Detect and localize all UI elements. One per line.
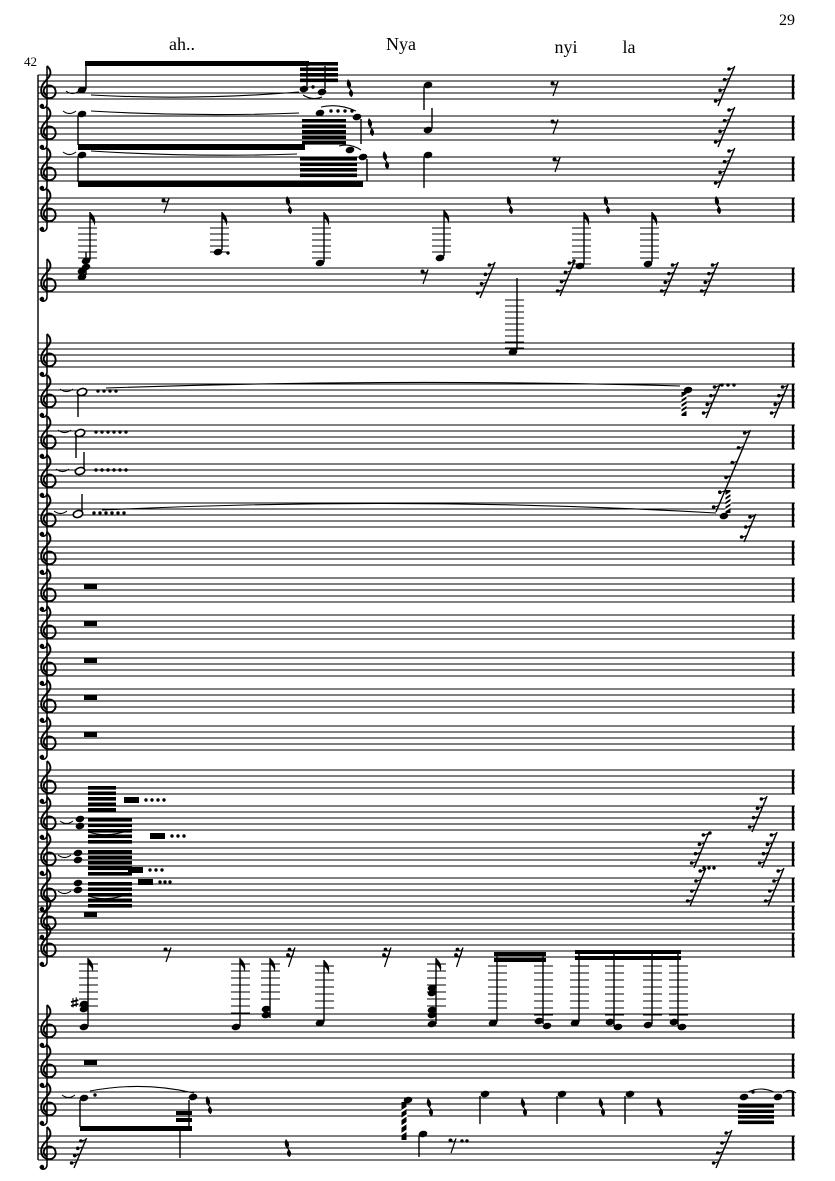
augmentation-dot xyxy=(732,383,735,386)
rest-hook-dot xyxy=(748,825,752,829)
sharp-accidental xyxy=(71,1004,78,1006)
treble-clef-icon xyxy=(40,66,56,108)
slur xyxy=(62,1095,75,1098)
tremolo-beam-block xyxy=(300,79,338,83)
slur xyxy=(58,891,71,894)
treble-clef-icon xyxy=(40,1127,56,1169)
augmentation-dot xyxy=(124,468,127,471)
rest-block xyxy=(138,879,153,885)
rest-hook-dot xyxy=(716,1151,720,1155)
rest-hook-dot xyxy=(752,816,756,820)
measure-number: 42 xyxy=(24,54,37,69)
quarter-rest xyxy=(599,1098,605,1116)
treble-clef-icon xyxy=(40,717,56,759)
beam xyxy=(80,1126,192,1131)
augmentation-dot xyxy=(160,868,163,871)
quarter-rest xyxy=(427,1098,433,1116)
page-number: 29 xyxy=(779,12,795,29)
slur xyxy=(91,111,299,115)
eighth-rest xyxy=(551,82,559,97)
quarter-rest xyxy=(206,1096,212,1114)
treble-clef-icon xyxy=(40,334,56,376)
rest-hook-dot xyxy=(727,67,731,71)
augmentation-dot xyxy=(720,383,723,386)
whole-rest xyxy=(84,912,97,917)
eighth-flag xyxy=(324,212,329,226)
augmentation-dot xyxy=(108,389,111,392)
rest-hook-dot xyxy=(671,263,675,267)
augmentation-dot xyxy=(106,430,109,433)
augmentation-dot xyxy=(168,880,171,883)
rest-hook-dot xyxy=(660,289,664,293)
rest-hook-dot xyxy=(720,1141,724,1145)
augmentation-dot xyxy=(94,430,97,433)
treble-clef-icon xyxy=(40,259,56,301)
rest-hook-dot xyxy=(756,807,760,811)
tremolo-beam-block xyxy=(302,141,346,145)
eighth-flag xyxy=(436,958,441,972)
rest-hook-dot xyxy=(700,289,704,293)
rest-hook-dot xyxy=(70,1161,74,1165)
rest-hook-dot xyxy=(484,273,488,277)
tremolo-beam-block xyxy=(88,882,132,886)
quarter-rest xyxy=(657,1098,663,1116)
notehead xyxy=(299,85,309,93)
multi-hook-rest xyxy=(752,796,767,832)
rest-hook-dot xyxy=(723,160,727,164)
rest-hook-dot xyxy=(730,461,734,465)
rest-hook-dot xyxy=(760,797,764,801)
treble-clef-icon xyxy=(40,1083,56,1125)
whole-rest xyxy=(84,658,97,663)
beam xyxy=(85,61,309,66)
treble-clef-icon xyxy=(40,148,56,190)
whole-rest xyxy=(84,584,97,589)
rest-hook-dot xyxy=(714,99,718,103)
treble-clef-icon xyxy=(40,494,56,536)
augmentation-dot xyxy=(170,834,173,837)
eighth-rest xyxy=(449,1139,457,1154)
tremolo-beam-block xyxy=(88,861,132,865)
augmentation-dot xyxy=(112,430,115,433)
augmentation-dot xyxy=(114,389,117,392)
multi-hook-rest xyxy=(694,832,709,868)
quarter-rest xyxy=(521,1098,527,1116)
augmentation-dot xyxy=(124,430,127,433)
quarter-rest xyxy=(347,79,353,97)
multi-hook-rest xyxy=(690,868,706,906)
augmentation-dot xyxy=(94,468,97,471)
rest-hook-dot xyxy=(686,899,690,903)
augmentation-dot xyxy=(96,389,99,392)
eighth-flag xyxy=(240,958,245,972)
eighth-rest xyxy=(421,270,429,285)
rest-hook-dot xyxy=(723,119,727,123)
augmentation-dot xyxy=(148,868,151,871)
tremolo-beam-block xyxy=(88,888,132,892)
multi-hook-rest xyxy=(774,384,788,418)
tremolo-beam-block xyxy=(300,174,357,178)
tremolo-beam-block xyxy=(738,1110,774,1114)
quarter-rest xyxy=(507,196,513,214)
rest-hook-dot xyxy=(76,1147,80,1151)
augmentation-dot xyxy=(156,798,159,801)
whole-rest xyxy=(84,1060,97,1065)
rest-hook-dot xyxy=(743,431,747,435)
treble-clef-icon xyxy=(40,532,56,574)
rest-hook-dot xyxy=(718,89,722,93)
rest-hook-dot xyxy=(698,869,702,873)
eighth-flag xyxy=(584,212,589,226)
quarter-rest xyxy=(286,196,292,214)
rest-hook-dot xyxy=(560,280,564,284)
augmentation-dot xyxy=(158,880,161,883)
rest-hook-dot xyxy=(79,1139,83,1143)
tremolo-beam-block xyxy=(300,73,338,77)
multi-hook-rest xyxy=(768,868,784,906)
sharp-accidental xyxy=(71,1000,78,1002)
augmentation-dot xyxy=(465,1139,468,1142)
rest-hook-dot xyxy=(703,281,707,285)
augmentation-dot xyxy=(162,798,165,801)
rest-hook-dot xyxy=(727,149,731,153)
notehead xyxy=(625,1090,635,1098)
lyric-syllable: la xyxy=(622,37,636,57)
augmentation-dot xyxy=(708,831,711,834)
notehead xyxy=(480,1090,490,1098)
augmentation-dot xyxy=(712,866,715,869)
multi-hook-rest xyxy=(706,384,720,418)
tremolo-beam-block xyxy=(302,125,346,129)
tremolo-beam-block xyxy=(88,856,132,860)
augmentation-dot xyxy=(154,868,157,871)
augmentation-dot xyxy=(726,383,729,386)
tremolo-beam-block xyxy=(300,163,357,167)
rest-hook-dot xyxy=(568,261,572,265)
rest-hook-dot xyxy=(737,446,741,450)
rest-hook-dot xyxy=(764,899,768,903)
multi-hook-rest xyxy=(560,260,575,296)
tremolo-beam-block xyxy=(88,786,116,790)
multi-hook-rest xyxy=(762,832,777,868)
augmentation-dot xyxy=(112,468,115,471)
rest-hook-dot xyxy=(770,411,774,415)
lyric-syllable: Nya xyxy=(386,34,416,54)
rest-hook-dot xyxy=(667,272,671,276)
rest-hook-dot xyxy=(488,263,492,267)
treble-clef-icon xyxy=(40,416,56,458)
tremolo-beam-block xyxy=(88,867,132,871)
rest-hook-dot xyxy=(690,889,694,893)
augmentation-dot xyxy=(572,259,575,262)
rest-hook-dot xyxy=(705,403,709,407)
notehead xyxy=(739,1093,749,1101)
rest-hook-dot xyxy=(724,1131,728,1135)
rest-hook-dot xyxy=(718,130,722,134)
rest-hook-dot xyxy=(758,861,762,865)
treble-clef-icon xyxy=(40,107,56,149)
beam xyxy=(78,181,363,187)
eighth-rest xyxy=(164,948,172,963)
rest-hook-dot xyxy=(713,385,717,389)
augmentation-dot xyxy=(118,430,121,433)
rest-hook-dot xyxy=(776,869,780,873)
treble-clef-icon xyxy=(40,680,56,722)
augmentation-dot xyxy=(104,511,107,514)
rest-hook-dot xyxy=(476,291,480,295)
rest-hook-dot xyxy=(714,140,718,144)
multi-hook-rest xyxy=(664,262,678,296)
rest-hook-dot xyxy=(698,843,702,847)
augmentation-dot xyxy=(116,511,119,514)
slur xyxy=(63,111,76,114)
rest-hook-dot xyxy=(702,411,706,415)
augmentation-dot xyxy=(707,866,710,869)
tremolo-beam-block xyxy=(88,792,116,796)
augmentation-dot xyxy=(98,511,101,514)
slur xyxy=(58,855,71,858)
treble-clef-icon xyxy=(40,375,56,417)
rest-hook-dot xyxy=(556,289,560,293)
rest-hook-dot xyxy=(724,476,728,480)
slur xyxy=(91,151,297,155)
augmentation-dot xyxy=(118,468,121,471)
treble-clef-icon xyxy=(40,569,56,611)
eighth-rest xyxy=(553,158,561,173)
rest-block xyxy=(128,867,143,873)
rest-hook-dot xyxy=(480,282,484,286)
rest-hook-dot xyxy=(73,1154,77,1158)
rest-hook-dot xyxy=(707,272,711,276)
rest-hook-dot xyxy=(770,833,774,837)
lyric-syllable: ah.. xyxy=(169,34,195,54)
tremolo-beam-block xyxy=(88,803,116,807)
augmentation-dot xyxy=(329,109,332,112)
eighth-rest xyxy=(551,120,559,135)
notehead xyxy=(73,856,83,864)
rest-hook-dot xyxy=(781,385,785,389)
tremolo-beam-block xyxy=(302,130,346,134)
augmentation-dot xyxy=(702,866,705,869)
tremolo-beam-block xyxy=(88,872,132,876)
slur xyxy=(303,95,322,99)
whole-rest xyxy=(84,695,97,700)
notehead xyxy=(317,88,327,96)
rest-hook-dot xyxy=(694,852,698,856)
multi-hook-rest xyxy=(704,262,718,296)
notehead xyxy=(773,1093,783,1101)
lyric-syllable: nyi xyxy=(554,37,578,57)
rest-hook-dot xyxy=(709,394,713,398)
beam xyxy=(494,958,546,962)
tremolo-beam-block xyxy=(302,119,346,123)
tremolo-beam-block xyxy=(88,840,132,844)
quarter-rest xyxy=(604,196,610,214)
notehead xyxy=(345,146,355,154)
eighth-flag xyxy=(90,212,95,226)
notehead xyxy=(73,886,83,894)
slur xyxy=(60,821,73,824)
rest-hook-dot xyxy=(766,843,770,847)
rest-hook-dot xyxy=(718,490,722,494)
augmentation-dot xyxy=(343,109,346,112)
tremolo-beam-block xyxy=(88,824,132,828)
augmentation-dot xyxy=(163,880,166,883)
augmentation-dot xyxy=(336,109,339,112)
rest-hook-dot xyxy=(762,852,766,856)
rest-hook-dot xyxy=(690,861,694,865)
rest-hook-dot xyxy=(740,535,744,539)
tremolo-beam-block xyxy=(88,808,116,812)
augmentation-dot xyxy=(93,1093,96,1096)
augmentation-dot xyxy=(311,85,314,88)
augmentation-dot xyxy=(110,511,113,514)
eighth-flag xyxy=(270,958,275,972)
tremolo-beam-block xyxy=(300,68,338,72)
beam xyxy=(575,950,681,954)
tremolo-beam-block xyxy=(738,1104,774,1108)
rest-hook-dot xyxy=(768,889,772,893)
treble-clef-icon xyxy=(40,606,56,648)
slur xyxy=(106,382,680,388)
rest-hook-dot xyxy=(712,1161,716,1165)
tremolo-beam-block xyxy=(300,62,338,66)
tremolo-beam-block xyxy=(88,904,132,908)
tremolo-beam-block xyxy=(300,157,357,161)
beam xyxy=(575,956,681,960)
slur xyxy=(54,511,67,514)
tremolo-beam-block xyxy=(302,136,346,140)
rest-hook-dot xyxy=(663,281,667,285)
augmentation-dot xyxy=(182,834,185,837)
slur xyxy=(102,503,716,513)
rest-hook-dot xyxy=(714,181,718,185)
notehead xyxy=(73,879,83,887)
beam xyxy=(494,952,546,956)
rest-hook-dot xyxy=(748,515,752,519)
treble-clef-icon xyxy=(40,643,56,685)
whole-rest xyxy=(84,732,97,737)
augmentation-dot xyxy=(106,468,109,471)
rest-hook-dot xyxy=(777,394,781,398)
tremolo-beam-block xyxy=(738,1121,774,1125)
augmentation-dot xyxy=(102,389,105,392)
beam xyxy=(78,144,305,150)
multi-hook-rest xyxy=(716,430,750,512)
rest-hook-dot xyxy=(694,879,698,883)
notehead xyxy=(557,1090,567,1098)
rest-hook-dot xyxy=(712,505,716,509)
augmentation-dot xyxy=(92,511,95,514)
treble-clef-icon xyxy=(40,1045,56,1087)
notehead xyxy=(75,822,85,830)
eighth-flag xyxy=(652,212,657,226)
quarter-rest xyxy=(383,151,389,169)
tremolo-beam-block xyxy=(88,818,132,822)
eighth-flag xyxy=(88,958,93,972)
tremolo-beam-block xyxy=(300,168,357,172)
augmentation-dot xyxy=(176,834,179,837)
rest-hook-dot xyxy=(772,879,776,883)
tremolo-beam-block xyxy=(88,899,132,903)
treble-clef-icon xyxy=(40,1005,56,1047)
rest-hook-dot xyxy=(744,525,748,529)
rest-hook-dot xyxy=(718,171,722,175)
notehead xyxy=(73,849,83,857)
quarter-rest xyxy=(715,196,721,214)
rest-block xyxy=(150,833,165,839)
rest-block xyxy=(124,797,139,803)
tremolo-beam-block xyxy=(738,1115,774,1119)
augmentation-dot xyxy=(122,511,125,514)
augmentation-dot xyxy=(150,798,153,801)
rest-hook-dot xyxy=(723,78,727,82)
eighth-flag xyxy=(324,960,329,974)
eighth-flag xyxy=(222,212,227,226)
eighth-rest xyxy=(162,199,170,214)
rest-hook-dot xyxy=(727,108,731,112)
rest-hook-dot xyxy=(711,263,715,267)
notehead xyxy=(719,512,729,520)
augmentation-dot xyxy=(460,1139,463,1142)
augmentation-dot xyxy=(100,468,103,471)
rest-hook-dot xyxy=(702,833,706,837)
tremolo-beam-block xyxy=(88,850,132,854)
slur xyxy=(63,152,76,155)
notehead xyxy=(188,1093,198,1101)
treble-clef-icon xyxy=(40,189,56,231)
tremolo-beam-block xyxy=(88,797,116,801)
augmentation-dot xyxy=(100,430,103,433)
rest-hook-dot xyxy=(773,403,777,407)
whole-rest xyxy=(84,621,97,626)
rest-hook-dot xyxy=(564,271,568,275)
augmentation-dot xyxy=(144,798,147,801)
notehead xyxy=(75,815,85,823)
treble-clef-icon xyxy=(40,455,56,497)
